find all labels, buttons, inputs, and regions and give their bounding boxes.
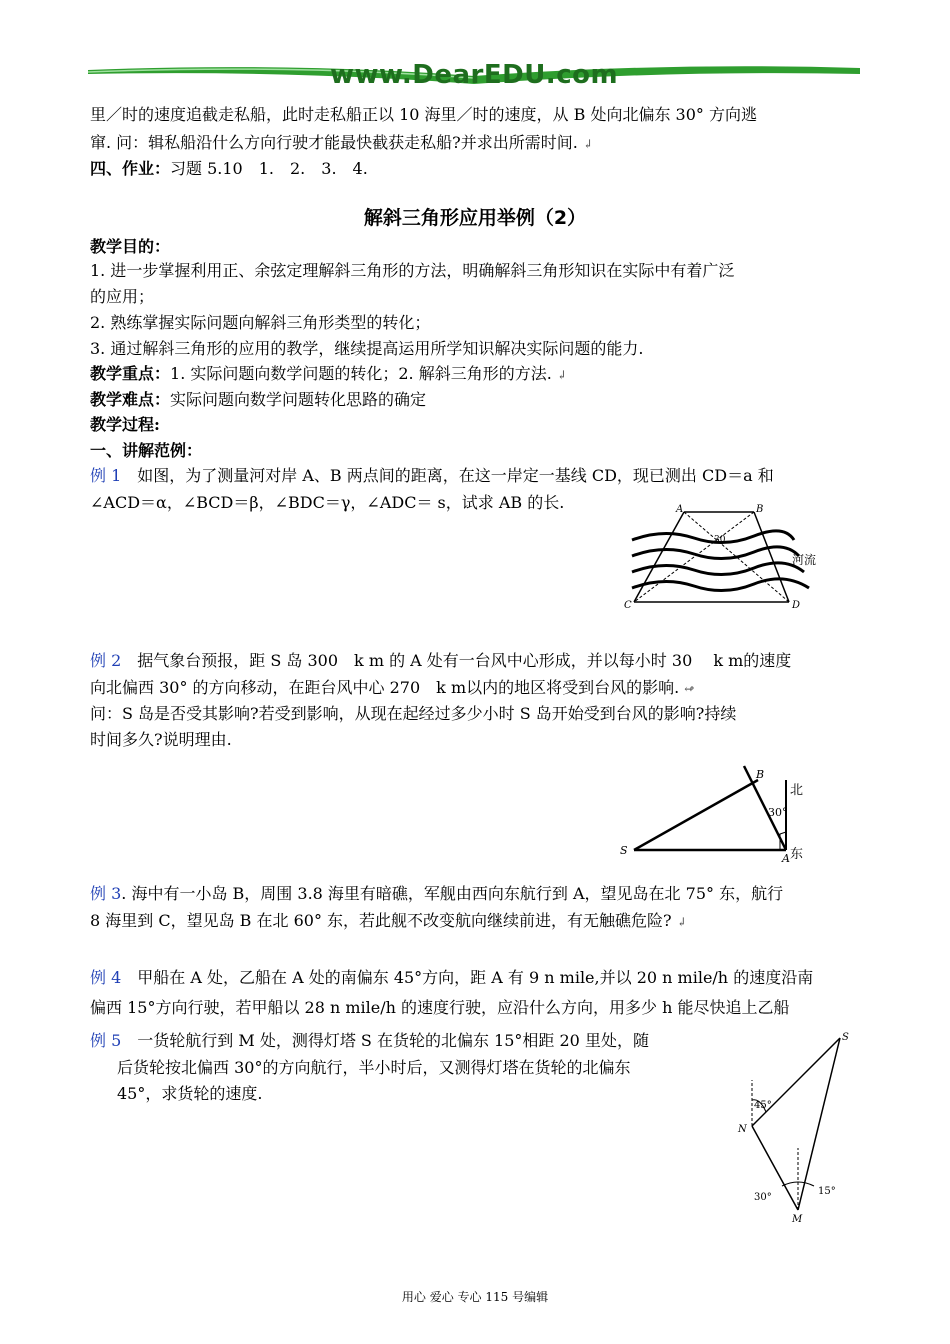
ex2-north-label: 北 <box>790 783 804 798</box>
goal-2: 2. 熟练掌握实际问题向解斜三角形类型的转化； <box>90 313 431 332</box>
ex2-label-B: B <box>756 768 765 781</box>
ex5-angle-30: 30° <box>754 1192 772 1203</box>
ex1-label-B: B <box>756 504 764 515</box>
return-mark-icon: ↲ <box>556 368 567 382</box>
ex1-river-label: 河流 <box>792 553 817 567</box>
ex3-line-2: 8 海里到 C，望见岛 B 在北 60° 东，若此舰不改变航向继续前进，有无触礁危险? ↲ <box>90 911 687 930</box>
ex2-label: 例 2 <box>90 651 122 670</box>
difficult-points: 教学难点：实际问题向数学问题转化思路的确定 <box>90 390 427 409</box>
ex3-label: 例 3 <box>90 884 122 903</box>
ex5-line-1: 例 5 一货轮航行到 M 处，测得灯塔 S 在货轮的北偏东 15°相距 20 里处，随 <box>90 1031 649 1050</box>
ex2-line-3: 问：S 岛是否受其影响?若受到影响，从现在起经过多少小时 S 岛开始受到台风的影响?持续 <box>90 704 737 723</box>
ex1-label-A: A <box>676 504 684 515</box>
page-footer: 用心 爱心 专心 115 号编辑 <box>401 1290 549 1304</box>
ex3-line-1: 例 3. 海中有一小岛 B，周围 3.8 海里有暗礁，军舰由西向东航行到 A，望见岛在北 75° 东，航行 <box>90 884 784 903</box>
ex1-label: 例 1 <box>90 466 122 485</box>
homework-label: 四、作业： <box>90 159 171 178</box>
ex5-line-3: 45°，求货轮的速度. <box>117 1084 263 1103</box>
goal-1a: 1. 进一步掌握利用正、余弦定理解斜三角形的方法，明确解斜三角形知识在实际中有着广泛 <box>90 261 735 280</box>
site-logo-text: www.DearEDU.com <box>330 60 619 90</box>
section-1-label: 一、讲解范例： <box>90 441 203 460</box>
key-points: 教学重点：1. 实际问题向数学问题的转化；2. 解斜三角形的方法. ↲ <box>90 364 567 383</box>
ex4-line-1: 例 4 甲船在 A 处，乙船在 A 处的南偏东 45°方向，距 A 有 9 n mile,并以 20 n mile/h 的速度沿南 <box>90 968 814 987</box>
ex1-label-C: C <box>624 600 632 611</box>
ex2-label-A: A <box>782 852 790 864</box>
mark-icon: ↫ <box>684 682 695 696</box>
ex4-label: 例 4 <box>90 968 122 987</box>
ex2-line-1: 例 2 据气象台预报，距 S 岛 300 k m 的 A 处有一台风中心形成，并以每小时 30 k m的速度 <box>90 651 792 670</box>
ex5-label-N: N <box>738 1124 747 1135</box>
top-line-2: 窜. 问：辑私船沿什么方向行驶才能最快截获走私船?并求出所需时间. ↲ <box>90 133 593 152</box>
ex1-river-figure <box>624 500 834 614</box>
ex1-line-1: 例 1 如图，为了测量河对岸 A、B 两点间的距离，在这一岸定一基线 CD，现已测出 CD＝a 和 <box>90 466 774 485</box>
ex2-line-2: 向北偏西 30° 的方向移动，在距台风中心 270 k m以内的地区将受到台风的影响. ↫ <box>90 678 695 697</box>
goal-3: 3. 通过解斜三角形的应用的教学，继续提高运用所学知识解决实际问题的能力. <box>90 339 644 358</box>
ex2-label-S: S <box>620 844 628 857</box>
goals-label: 教学目的： <box>90 237 171 256</box>
ex2-typhoon-figure <box>618 762 818 864</box>
ex5-angle-45: 45° <box>754 1100 772 1111</box>
ex5-label: 例 5 <box>90 1031 122 1050</box>
return-mark-icon: ↲ <box>676 915 687 929</box>
homework-text: 习题 5.10 1. 2. 3. 4. <box>170 159 368 178</box>
ex2-east-label: 东 <box>790 847 804 862</box>
ex5-label-S: S <box>842 1032 849 1043</box>
goal-1b: 的应用； <box>90 287 155 306</box>
homework-line <box>90 158 368 180</box>
ex5-angle-15: 15° <box>818 1186 836 1197</box>
ex1-angle-label: 30 <box>714 535 726 545</box>
ex5-ship-figure <box>734 1028 864 1224</box>
ex2-line-4: 时间多久?说明理由. <box>90 730 232 749</box>
ex4-line-2: 偏西 15°方向行驶，若甲船以 28 n mile/h 的速度行驶，应沿什么方向，用多少 h 能尽快追上乙船 <box>90 998 790 1017</box>
ex5-label-M: M <box>792 1214 803 1224</box>
ex5-line-2: 后货轮按北偏西 30°的方向航行，半小时后，又测得灯塔在货轮的北偏东 <box>117 1058 631 1077</box>
ex2-angle-label: 30° <box>768 806 788 819</box>
return-mark-icon: ↲ <box>582 137 593 151</box>
lesson-title: 解斜三角形应用举例（2） <box>363 207 587 229</box>
process-label: 教学过程: <box>90 415 160 434</box>
top-line-1: 里／时的速度追截走私船，此时走私船正以 10 海里／时的速度，从 B 处向北偏东 30° 方向逃 <box>90 105 757 124</box>
ex1-line-2: ∠ACD＝α，∠BCD＝β，∠BDC＝γ，∠ADC＝ s，试求 AB 的长. <box>90 493 565 512</box>
ex1-label-D: D <box>792 600 801 611</box>
